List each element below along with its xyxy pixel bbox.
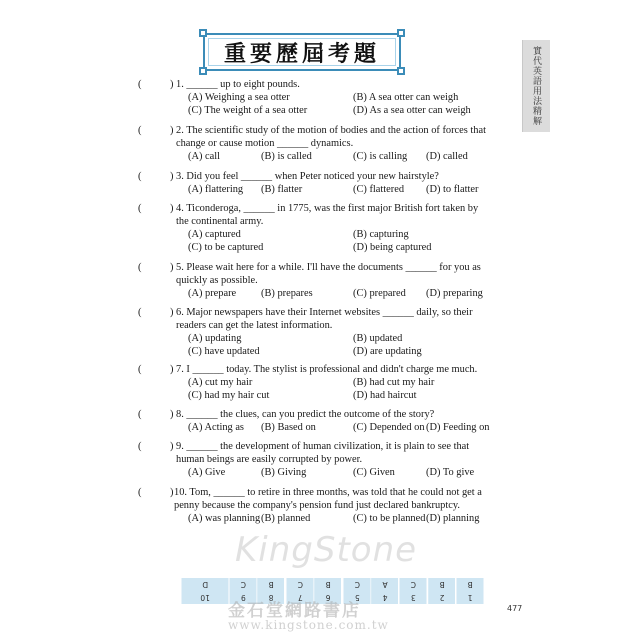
banner-corner <box>397 29 405 37</box>
option-b: (B) updated <box>353 333 403 344</box>
option-b: (B) planned <box>261 513 311 524</box>
answer-letters-row <box>181 578 485 591</box>
number-cell: 4 <box>371 591 399 604</box>
option-a: (A) captured <box>188 229 241 240</box>
number-cell: 5 <box>343 591 372 604</box>
option-d: (D) are updating <box>353 346 422 357</box>
page-number: 477 <box>507 604 523 613</box>
open-paren: ( <box>138 364 142 375</box>
option-a: (A) cut my hair <box>188 377 253 388</box>
banner-corner <box>199 67 207 75</box>
open-paren: ( <box>138 262 142 273</box>
question-stem: 8. ______ the clues, can you predict the outcome of the story? <box>176 409 435 420</box>
question-stem: 1. ______ up to eight pounds. <box>176 79 300 90</box>
close-paren: ) <box>170 125 174 136</box>
option-d: (D) called <box>426 151 468 162</box>
close-paren: ) <box>170 487 174 498</box>
answer-cell: D <box>181 578 229 591</box>
question-stem: 3. Did you feel ______ when Peter noticed your new hairstyle? <box>176 171 439 182</box>
watermark-store-name: 金石堂網路書店 <box>228 601 361 621</box>
open-paren: ( <box>138 79 142 90</box>
option-a: (A) Acting as <box>188 422 244 433</box>
watermark-url: www.kingstone.com.tw <box>228 618 389 632</box>
open-paren: ( <box>138 441 142 452</box>
answer-cell: A <box>371 578 399 591</box>
answer-cell: B <box>314 578 342 591</box>
question-stem: 9. ______ the development of human civilization, it is plain to see that human beings are easily corrupted by power. <box>176 441 470 465</box>
answer-cell: B <box>428 578 456 591</box>
question-stem: 4. Ticonderoga, ______ in 1775, was the first major British fort taken by the continental army. <box>176 203 479 227</box>
answer-cell: C <box>229 578 258 591</box>
option-b: (B) capturing <box>353 229 409 240</box>
open-paren: ( <box>138 307 142 318</box>
number-cell: 1 <box>456 591 484 604</box>
option-a: (A) Give <box>188 467 226 478</box>
number-cell: 2 <box>428 591 456 604</box>
side-tab-label: 實代英語用法精解 <box>531 46 541 126</box>
option-c: (C) to be planned <box>353 513 426 524</box>
banner-corner <box>199 29 207 37</box>
option-c: (C) to be captured <box>188 242 264 253</box>
option-c: (C) The weight of a sea otter <box>188 105 308 116</box>
option-d: (D) had haircut <box>353 390 417 401</box>
close-paren: ) <box>170 307 174 318</box>
answer-cell: B <box>257 578 285 591</box>
option-a: (A) Weighing a sea otter <box>188 92 290 103</box>
answer-cell: C <box>343 578 372 591</box>
number-cell: 6 <box>314 591 342 604</box>
question-stem: 7. I ______ today. The stylist is professional and didn't charge me much. <box>176 364 478 375</box>
option-c: (C) have updated <box>188 346 260 357</box>
option-d: (D) As a sea otter can weigh <box>353 105 471 116</box>
open-paren: ( <box>138 125 142 136</box>
close-paren: ) <box>170 171 174 182</box>
page-title: 重要歷屆考題 <box>223 41 380 67</box>
option-c: (C) Depended on <box>353 422 425 433</box>
option-c: (C) had my hair cut <box>188 390 270 401</box>
option-c: (C) Given <box>353 467 395 478</box>
option-c: (C) is calling <box>353 151 408 162</box>
close-paren: ) <box>170 203 174 214</box>
option-d: (D) preparing <box>426 288 483 299</box>
close-paren: ) <box>170 441 174 452</box>
option-a: (A) call <box>188 151 221 162</box>
option-b: (B) Based on <box>261 422 316 433</box>
answer-cell: C <box>286 578 315 591</box>
option-a: (A) flattering <box>188 184 244 195</box>
watermark-brand: KingStone <box>235 530 418 570</box>
option-d: (D) Feeding on <box>426 422 490 433</box>
option-b: (B) flatter <box>261 184 303 195</box>
option-d: (D) being captured <box>353 242 432 253</box>
close-paren: ) <box>170 409 174 420</box>
question-stem: 5. Please wait here for a while. I'll have the documents ______ for you as quickly as possible. <box>176 262 481 286</box>
number-cell: 7 <box>286 591 315 604</box>
option-a: (A) was planning <box>188 513 261 524</box>
option-b: (B) Giving <box>261 467 307 478</box>
answer-cell: C <box>399 578 428 591</box>
option-b: (B) is called <box>261 151 312 162</box>
title-banner <box>203 33 401 71</box>
chapter-side-tab <box>522 40 550 132</box>
open-paren: ( <box>138 409 142 420</box>
option-b: (B) A sea otter can weigh <box>353 92 459 103</box>
option-a: (A) prepare <box>188 288 237 299</box>
number-cell: 8 <box>257 591 285 604</box>
number-cell: 3 <box>399 591 428 604</box>
number-cell: 10 <box>181 591 229 604</box>
option-c: (C) flattered <box>353 184 405 195</box>
option-b: (B) prepares <box>261 288 313 299</box>
open-paren: ( <box>138 171 142 182</box>
question-stem: 6. Major newspapers have their Internet websites ______ daily, so their readers can get the latest information. <box>176 307 473 331</box>
option-d: (D) To give <box>426 467 475 478</box>
close-paren: ) <box>170 364 174 375</box>
option-d: (D) to flatter <box>426 184 479 195</box>
open-paren: ( <box>138 487 142 498</box>
option-a: (A) updating <box>188 333 242 344</box>
open-paren: ( <box>138 203 142 214</box>
option-c: (C) prepared <box>353 288 406 299</box>
close-paren: ) <box>170 79 174 90</box>
close-paren: ) <box>170 262 174 273</box>
question-stem: 2. The scientific study of the motion of bodies and the action of forces that change or cause motion ______ dynamics. <box>176 125 487 149</box>
number-cell: 9 <box>229 591 258 604</box>
question-stem: 10. Tom, ______ to retire in three months, was told that he could not get a penny because the company's pension fund just declared bankruptcy. <box>174 487 482 511</box>
answer-cell: B <box>456 578 484 591</box>
banner-corner <box>397 67 405 75</box>
option-d: (D) planning <box>426 513 480 524</box>
option-b: (B) had cut my hair <box>353 377 435 388</box>
